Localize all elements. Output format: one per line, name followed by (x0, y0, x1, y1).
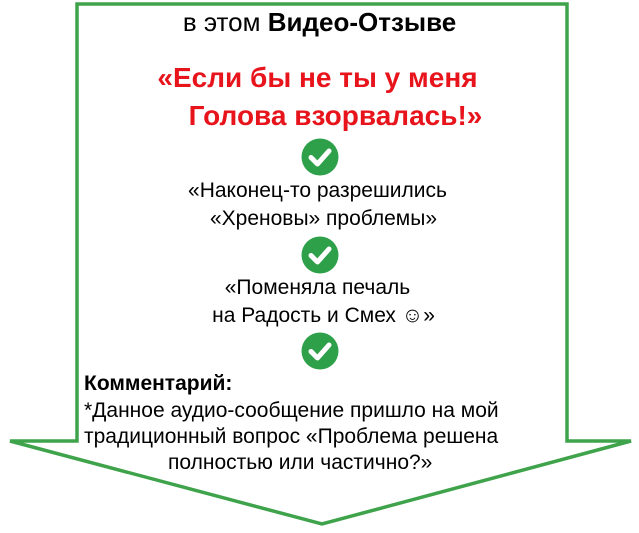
point-2-line-1: «Поменяла печаль (224, 276, 411, 299)
intro-heading (0, 6, 639, 38)
comment-line-1: *Данное аудио-сообщение пришло на мой (84, 399, 499, 422)
intro-emphasis: Видео-Отзыве (267, 7, 457, 37)
check-circle-icon (301, 332, 339, 370)
point-1-line-1: «Наконец-то разрешились (188, 179, 447, 202)
quote-line-2: Голова взорвалась!» (188, 100, 483, 131)
comment-line-2: традиционный вопрос «Проблема решена (84, 425, 499, 448)
point-2-line-2: на Радость и Смех ☺» (212, 304, 435, 327)
check-circle-icon (301, 236, 339, 274)
intro-prefix: в этом (182, 7, 268, 37)
comment-title: Комментарий: (84, 372, 233, 395)
comment-line-3: полностью или частично?» (168, 451, 433, 474)
point-1-line-2: «Хреновы» проблемы» (209, 207, 438, 230)
check-circle-icon (301, 138, 339, 176)
quote-line-1: «Если бы не ты у меня (157, 62, 478, 93)
